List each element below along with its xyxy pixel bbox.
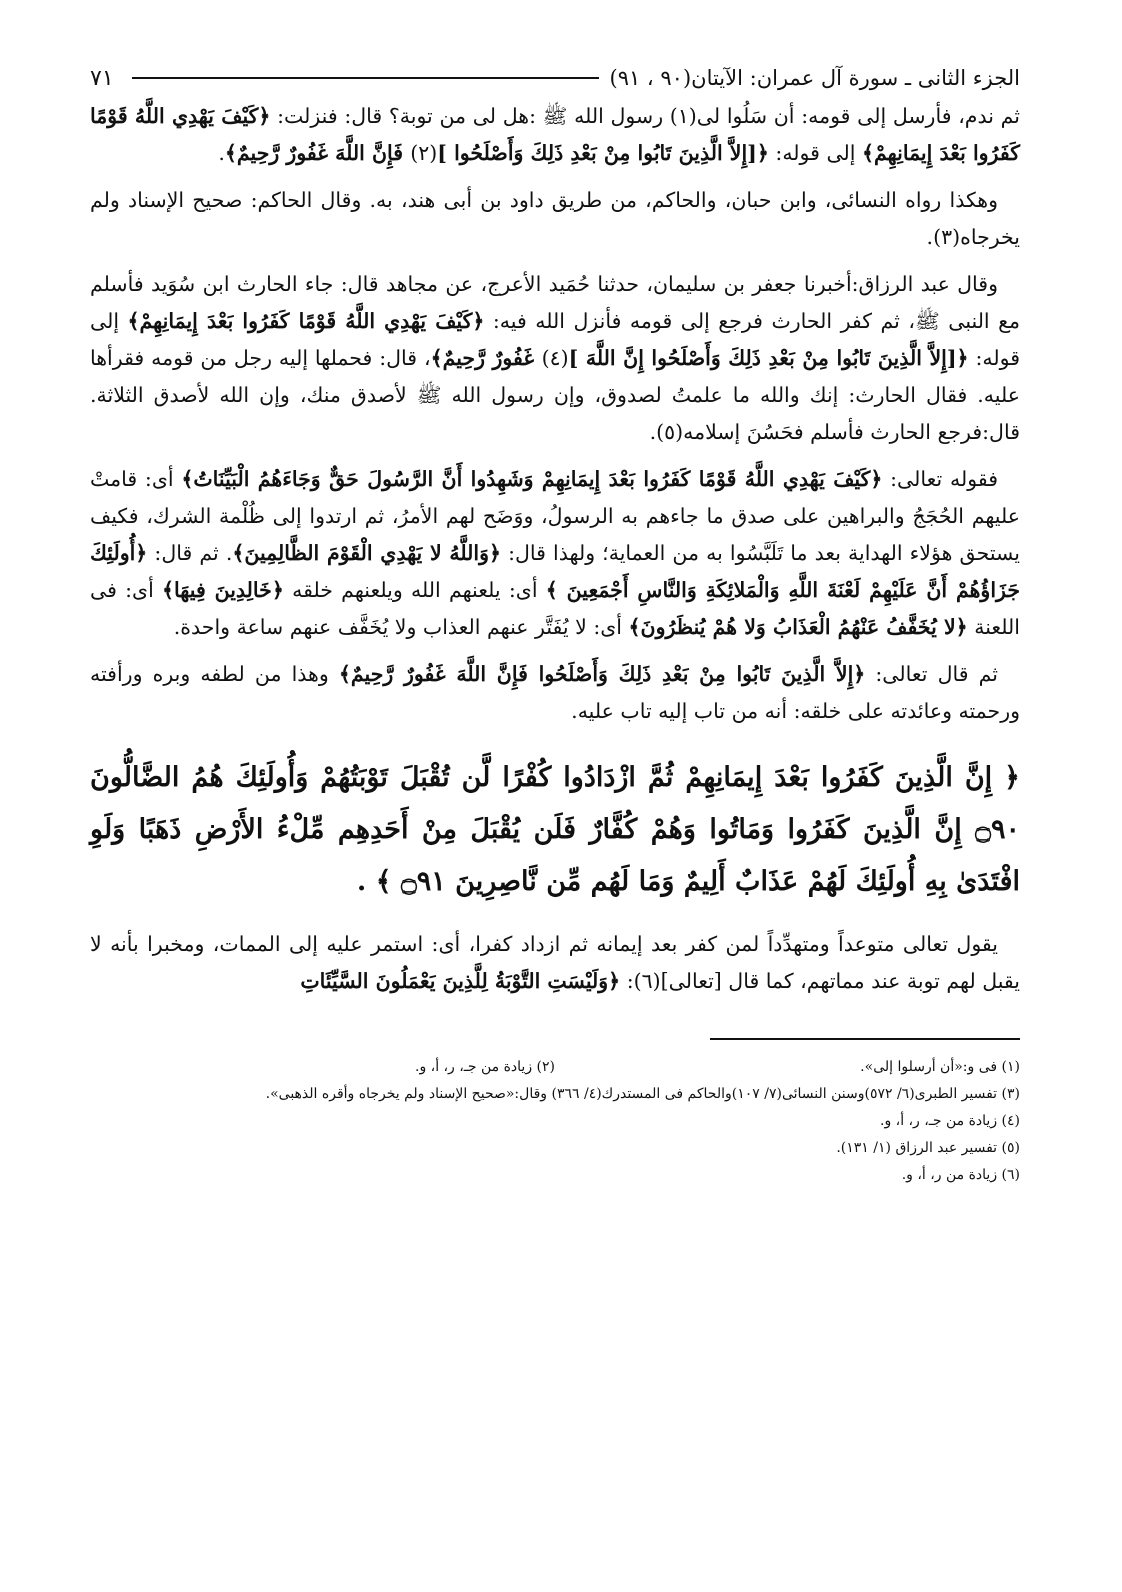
quran-verse-block: ﴿ إِنَّ الَّذِينَ كَفَرُوا بَعْدَ إِيمَانِهِمْ ثُمَّ ازْدَادُوا كُفْرًا لَّن تُقْبَلَ تَوْبَتُهُمْ وَأُولَئِكَ هُمُ الضَّالُّونَ ۝٩٠ إِنَّ الَّذِينَ كَفَرُوا وَمَاتُوا وَهُمْ كُفَّارٌ فَلَن يُقْبَلَ مِنْ أَحَدِهِم مِّلْءُ الأَرْضِ ذَهَبًا وَلَوِ افْتَدَىٰ بِهِ أُولَئِكَ لَهُمْ عَذَابٌ أَلِيمٌ وَمَا لَهُم مِّن نَّاصِرِينَ ۝٩١ ﴾ . (90, 762, 1020, 897)
text-segment: (٦) (633, 969, 661, 993)
text-segment: ، قال: فحملها إليه رجل من قومه فقرأها عليه. فقال الحارث: إنك والله ما علمتُ لصدوق، وإن رسول الله ﷺ لأصدق منك، وإن الله لأصدق الثلاثة. قال:فرجع الحارث فأسلم فحَسُنَ إسلامه (90, 346, 1020, 444)
text-segment: وقال عبد الرزاق:أخبرنا جعفر بن سليمان، حدثنا حُمَيد الأعرج، عن مجاهد قال: جاء الحارث ابن سُوَيد فأسلم مع النبى ﷺ، ثم كفر الحارث فرجع إلى قومه فأنزل الله فيه: (90, 272, 1021, 333)
text-segment: (٣) (933, 225, 961, 249)
paragraph (90, 266, 1020, 451)
quran-quote: ﴿كَيْفَ يَهْدِي اللَّهُ قَوْمًا كَفَرُوا بَعْدَ إِيمَانِهِمْ﴾ (90, 104, 1020, 165)
quran-quote: ﴿كَيْفَ يَهْدِي اللَّهُ قَوْمًا كَفَرُوا بَعْدَ إِيمَانِهِمْ﴾ (127, 309, 485, 333)
paragraph (90, 656, 1020, 730)
footnote: (١) فى و:«أن أرسلوا إلى». (860, 1059, 1020, 1075)
text-segment: إلى قوله: (768, 141, 863, 165)
text-segment: . (649, 420, 657, 444)
quran-quote: ﴿[إِلاَّ الَّذِينَ تَابُوا مِنْ بَعْدِ ذَلِكَ وَأَصْلَحُوا ] (437, 141, 769, 165)
quran-quote: غَفُورٌ رَّحِيمٌ﴾ (430, 346, 542, 370)
footnote-separator (710, 1038, 1020, 1040)
paragraph (90, 98, 1020, 172)
quran-quote: ﴿خَالِدِينَ فِيهَا﴾ (162, 578, 284, 602)
text-segment: (٤) (541, 346, 569, 370)
text-segment: (٢) (410, 141, 438, 165)
footnotes (90, 1054, 1020, 1189)
quran-quote: ﴿وَاللَّهُ لا يَهْدِي الْقَوْمَ الظَّالِمِينَ﴾ (232, 541, 501, 565)
quran-quote: ﴿أُولَئِكَ جَزَاؤُهُمْ أَنَّ عَلَيْهِمْ لَعْنَةَ اللَّهِ وَالْمَلائِكَةِ وَالنَّاسِ أَجْمَعِينَ ﴾ (90, 541, 1020, 602)
quran-quote: ﴿كَيْفَ يَهْدِي اللَّهُ قَوْمًا كَفَرُوا بَعْدَ إِيمَانِهِمْ وَشَهِدُوا أَنَّ الرَّسُولَ حَقٌّ وَجَاءَهُمُ الْبَيِّنَاتُ﴾ (181, 467, 883, 491)
quran-quote: ﴿لا يُخَفَّفُ عَنْهُمُ الْعَذَابُ وَلا هُمْ يُنظَرُونَ﴾ (628, 615, 968, 639)
page-header (90, 58, 1020, 98)
quran-quote: ﴿إِلاَّ الَّذِينَ تَابُوا مِنْ بَعْدِ ذَلِكَ وَأَصْلَحُوا فَإِنَّ اللَّهَ غَفُورٌ رَّحِيمٌ﴾ (338, 662, 866, 686)
text-segment: . (218, 141, 225, 165)
text-segment: أى: لا يُفَتَّر عنهم العذاب ولا يُخَفَّف عنهم ساعة واحدة. (173, 615, 629, 639)
footnote: (٢) زيادة من جـ، ر، أ، و. (415, 1059, 555, 1075)
text-segment: . (926, 225, 934, 249)
text-segment: وهذا من لطفه وبره ورأفته ورحمته وعائدته على خلقه: أنه من تاب إليه تاب عليه. (90, 662, 1020, 723)
text-segment: (٥) (656, 420, 684, 444)
closing-paragraph (90, 926, 1020, 1000)
paragraph (90, 182, 1020, 256)
text-segment: (١) (669, 104, 697, 128)
text-segment: . ثم قال: (147, 541, 233, 565)
quran-quote: فَإِنَّ اللَّهَ غَفُورٌ رَّحِيمٌ﴾ (224, 141, 411, 165)
footnote: (٣) تفسير الطبرى(٦/ ٥٧٢)وسنن النسائى(٧/ ١٠٧)والحاكم فى المستدرك(٤/ ٣٦٦) وقال:«صحيح الإسناد ولم يخرجاه وأقره الذهبى». (265, 1086, 1020, 1102)
footnote: (٤) زيادة من جـ، ر، أ، و. (880, 1113, 1020, 1129)
page-body (90, 98, 1020, 1000)
quran-quote: ﴿[إِلاَّ الَّذِينَ تَابُوا مِنْ بَعْدِ ذَلِكَ وَأَصْلَحُوا إِنَّ اللَّهَ ] (568, 346, 969, 370)
text-segment: أى: فى اللعنة (90, 578, 1020, 639)
text-segment: : (620, 969, 634, 993)
text-segment: يقول تعالى متوعداً ومتهدِّداً لمن كفر بعد إيمانه ثم ازداد كفرا، أى: استمر عليه إلى الممات، ومخبرا بأنه لا يقبل لهم توبة عند مماتهم، كما قال [تعالى] (90, 932, 1020, 993)
footnote: (٦) زيادة من ر، أ، و. (901, 1167, 1020, 1183)
text-segment: أى: قامتْ عليهم الحُجَجُ والبراهين على صدق ما جاءهم به الرسولُ، ووَضَح لهم الأمرُ، ثم ارتدوا إلى ظُلْمة الشرك، فكيف يستحق هؤلاء الهداية بعد ما تَلَبَّسُوا به من العماية؛ ولهذا قال: (90, 467, 1020, 565)
footnote-row (90, 1054, 1020, 1081)
footnote: (٥) تفسير عبد الرزاق (١/ ١٣١). (836, 1140, 1020, 1156)
text-segment: إلى قوله: (90, 309, 1021, 370)
header-rule (132, 77, 600, 79)
paragraph (90, 461, 1020, 646)
text-segment: ثم قال تعالى: (865, 662, 998, 686)
text-segment: فقوله تعالى: (882, 467, 998, 491)
text-segment: أى: يلعنهم الله ويلعنهم خلقه (283, 578, 546, 602)
text-segment: وهكذا رواه النسائى، وابن حبان، والحاكم، من طريق داود بن أبى هند، به. وقال الحاكم: صحيح الإسناد ولم يخرجاه (90, 188, 1020, 249)
quran-quote: ﴿وَلَيْسَتِ التَّوْبَةُ لِلَّذِينَ يَعْمَلُونَ السَّيِّئَاتِ (300, 969, 621, 993)
page-number: ٧١ (90, 65, 114, 91)
book-page (90, 58, 1020, 1189)
text-segment: ثم ندم، فأرسل إلى قومه: أن سَلُوا لى (696, 104, 1021, 128)
running-title: الجزء الثانى ـ سورة آل عمران: الآيتان(٩٠ ، ٩١) (609, 66, 1020, 90)
text-segment: رسول الله ﷺ :هل لى من توبة؟ قال: فنزلت: (270, 104, 670, 128)
